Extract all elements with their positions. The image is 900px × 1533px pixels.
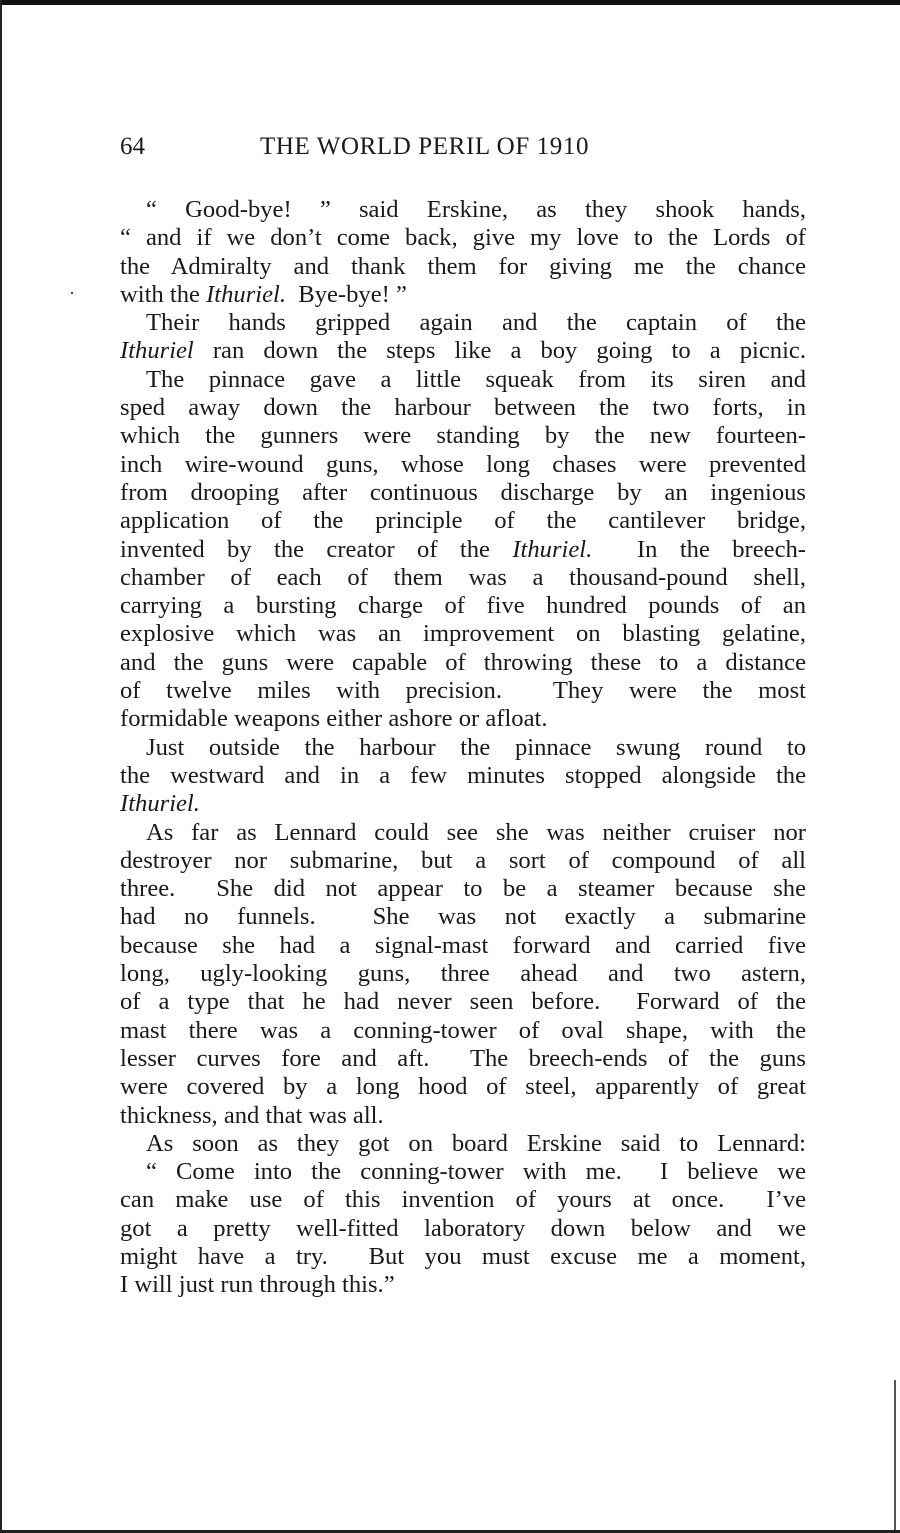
text-line (120, 1017, 806, 1045)
text-line (120, 762, 806, 790)
text-line (120, 564, 806, 592)
text-segment: of twelve miles with precision. They were the most (120, 677, 806, 705)
text-line (120, 705, 806, 733)
text-line (120, 309, 806, 337)
text-line (120, 903, 806, 931)
text-segment: the Admiralty and thank them for giving me the chance (120, 252, 806, 280)
text-segment: Bye-bye! ” (286, 280, 407, 308)
text-segment: formidable weapons either ashore or afloat. (120, 705, 548, 733)
text-line (120, 337, 806, 365)
text-segment: “ and if we don’t come back, give my love to the Lords of (120, 224, 806, 252)
text-segment: application of the principle of the cantilever bridge, (120, 507, 806, 535)
scan-edge-right (894, 1380, 896, 1530)
text-line (120, 1215, 806, 1243)
text-segment: sped away down the harbour between the two forts, in (120, 394, 806, 422)
text-line (120, 677, 806, 705)
text-line (120, 366, 806, 394)
text-segment: and the guns were capable of throwing these to a distance (120, 648, 806, 676)
text-segment: with the (120, 280, 207, 308)
text-line (120, 734, 806, 762)
text-line (120, 507, 806, 535)
text-line (120, 649, 806, 677)
text-line (120, 875, 806, 903)
text-line (120, 281, 806, 309)
text-segment: because she had a signal-mast forward and carried five (120, 931, 806, 959)
text-line (120, 422, 806, 450)
text-line (120, 1186, 806, 1214)
text-segment: Just outside the harbour the pinnace swung round to (146, 733, 806, 761)
text-segment: ran down the steps like a boy going to a picnic. (193, 337, 806, 365)
text-segment: I will just run through this.” (120, 1271, 395, 1299)
text-segment: got a pretty well-fitted laboratory down below and we (120, 1214, 806, 1242)
text-segment: lesser curves fore and aft. The breech-ends of the guns (120, 1044, 806, 1072)
scan-edge-left (0, 0, 2, 1533)
page-body-text (120, 196, 806, 1300)
text-segment: invented by the creator of the (120, 535, 513, 563)
text-segment: destroyer nor submarine, but a sort of compound of all (120, 846, 806, 874)
text-segment: the westward and in a few minutes stopped alongside the (120, 761, 806, 789)
italic-text-segment: Ithuriel. (512, 535, 593, 563)
text-segment: mast there was a conning-tower of oval shape, with the (120, 1016, 806, 1044)
text-line (120, 1243, 806, 1271)
text-line (120, 451, 806, 479)
text-line (120, 224, 806, 252)
text-segment: can make use of this invention of yours at once. I’ve (120, 1186, 806, 1214)
text-line (120, 960, 806, 988)
text-segment: inch wire-wound guns, whose long chases were prevented (120, 450, 806, 478)
text-segment: had no funnels. She was not exactly a submarine (120, 903, 806, 931)
scan-edge-top (0, 0, 900, 5)
text-segment: three. She did not appear to be a steamer because she (120, 875, 806, 903)
text-line (120, 1271, 806, 1299)
text-segment: thickness, and that was all. (120, 1101, 384, 1129)
italic-text-segment: Ithuriel. (120, 790, 200, 818)
text-line (120, 196, 806, 224)
text-segment: In the breech- (592, 535, 806, 563)
text-line (120, 592, 806, 620)
text-line (120, 932, 806, 960)
text-line (120, 620, 806, 648)
text-segment: As soon as they got on board Erskine said to Lennard: (146, 1129, 806, 1157)
text-segment: of a type that he had never seen before. Forward of the (120, 988, 806, 1016)
page-number: 64 (120, 133, 145, 160)
scan-speck (71, 292, 73, 294)
text-segment: The pinnace gave a little squeak from its siren and (146, 365, 806, 393)
text-segment: “ Good-bye! ” said Erskine, as they shook hands, (146, 196, 806, 223)
text-line (120, 479, 806, 507)
text-line (120, 988, 806, 1016)
italic-text-segment: Ithuriel. (206, 280, 286, 308)
text-segment: might have a try. But you must excuse me a moment, (120, 1242, 806, 1270)
text-line (120, 1102, 806, 1130)
text-line (120, 1158, 806, 1186)
text-segment: carrying a bursting charge of five hundred pounds of an (120, 592, 806, 620)
italic-text-segment: Ithuriel (120, 337, 194, 365)
text-segment: “ Come into the conning-tower with me. I believe we (146, 1158, 806, 1186)
text-line (120, 394, 806, 422)
text-line (120, 1130, 806, 1158)
text-line (120, 790, 806, 818)
running-title: THE WORLD PERIL OF 1910 (260, 133, 590, 160)
text-line (120, 1073, 806, 1101)
text-line (120, 819, 806, 847)
text-line (120, 1045, 806, 1073)
text-segment: As far as Lennard could see she was neither cruiser nor (146, 818, 806, 846)
text-segment: Their hands gripped again and the captain of the (146, 309, 806, 337)
text-line (120, 253, 806, 281)
text-line (120, 536, 806, 564)
text-segment: from drooping after continuous discharge by an ingenious (120, 478, 806, 506)
page-header (120, 133, 806, 167)
text-segment: which the gunners were standing by the new fourteen- (120, 422, 806, 450)
text-segment: long, ugly-looking guns, three ahead and two astern, (120, 960, 806, 988)
text-line (120, 847, 806, 875)
text-segment: were covered by a long hood of steel, apparently of great (120, 1073, 806, 1101)
text-segment: explosive which was an improvement on blasting gelatine, (120, 620, 806, 648)
text-segment: chamber of each of them was a thousand-pound shell, (120, 563, 806, 591)
